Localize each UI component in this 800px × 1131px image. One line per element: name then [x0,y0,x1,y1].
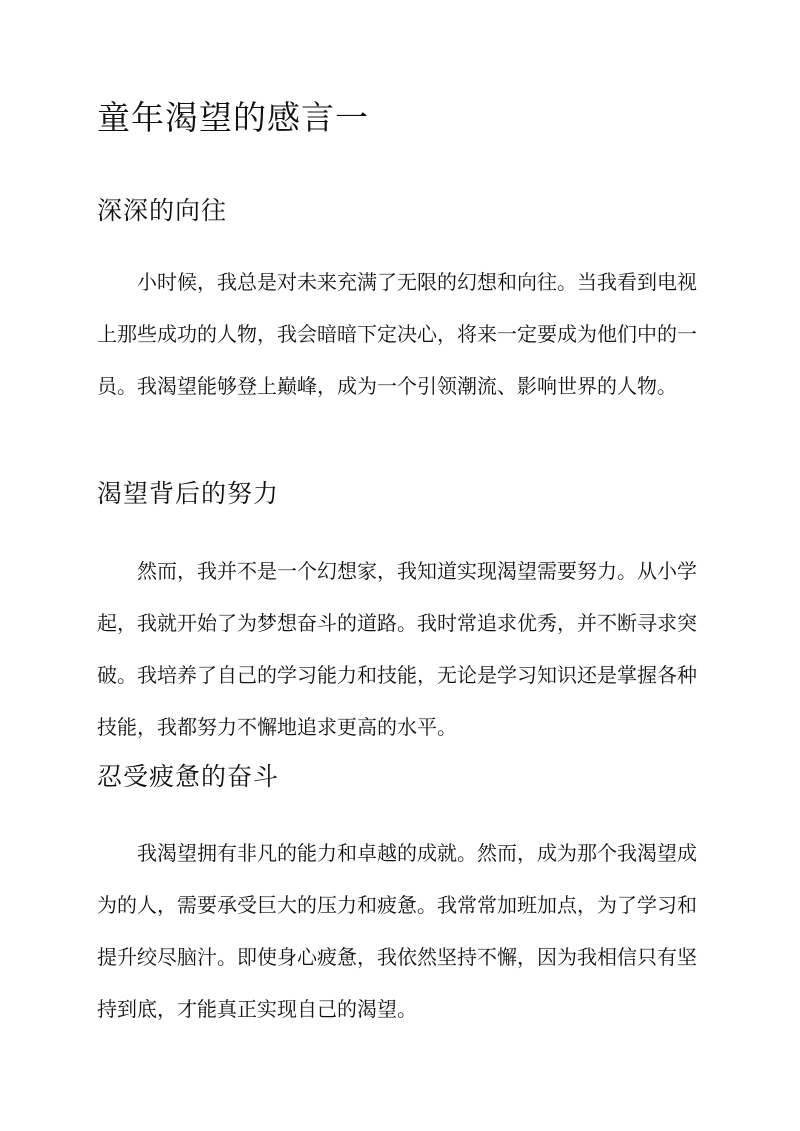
section-paragraph-1: 小时候，我总是对未来充满了无限的幻想和向往。当我看到电视上那些成功的人物，我会暗暗下定决心，将来一定要成为他们中的一员。我渴望能够登上巅峰，成为一个引领潮流、影响世界的人物。 [97,270,697,398]
section-paragraph-2: 然而，我并不是一个幻想家，我知道实现渴望需要努力。从小学起，我就开始了为梦想奋斗的道路。我时常追求优秀，并不断寻求突破。我培养了自己的学习能力和技能，无论是学习知识还是掌握各种技能，我都努力不懈地追求更高的水平。 [97,559,697,739]
section-heading-3: 忍受疲惫的奋斗 [97,762,280,791]
page-title: 童年渴望的感言一 [97,98,369,137]
section-heading-1: 深深的向往 [97,196,228,225]
section-paragraph-3: 我渴望拥有非凡的能力和卓越的成就。然而，成为那个我渴望成为的人，需要承受巨大的压力和疲惫。我常常加班加点，为了学习和提升绞尽脑汁。即使身心疲惫，我依然坚持不懈，因为我相信只有坚持到底，才能真正实现自己的渴望。 [97,841,697,1021]
section-heading-2: 渴望背后的努力 [97,479,280,508]
